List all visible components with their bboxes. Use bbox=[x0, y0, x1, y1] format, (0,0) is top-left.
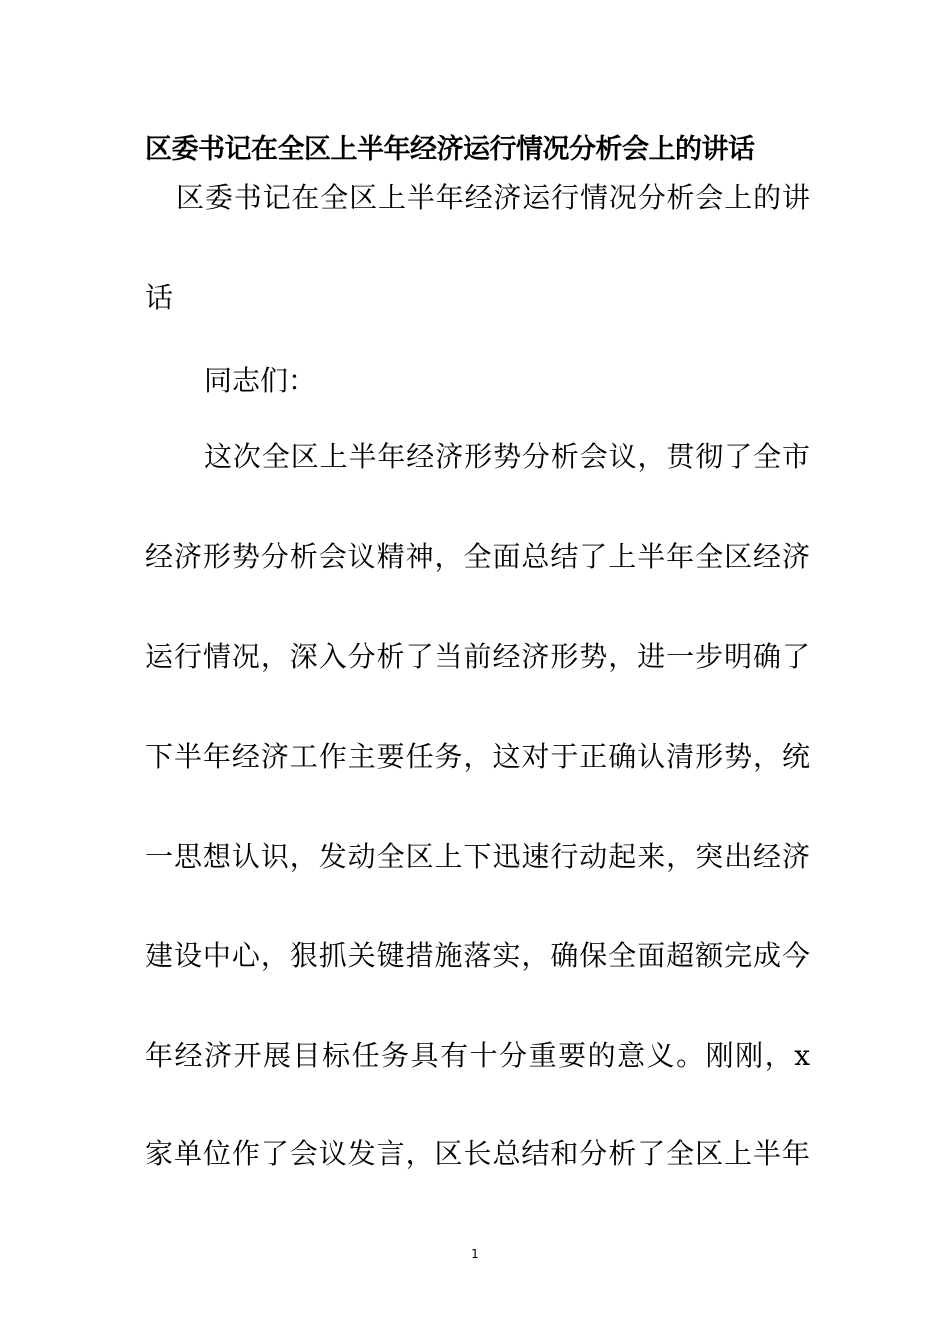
page-number: 1 bbox=[471, 1247, 479, 1261]
body-line-5: 一思想认识，发动全区上下迅速行动起来，突出经济 bbox=[145, 840, 810, 873]
salutation: 同志们： bbox=[204, 364, 317, 397]
body-line-4: 下半年经济工作主要任务，这对于正确认清形势，统 bbox=[145, 740, 810, 773]
document-title: 区委书记在全区上半年经济运行情况分析会上的讲话 bbox=[145, 134, 755, 165]
body-line-2: 经济形势分析会议精神，全面总结了上半年全区经济 bbox=[145, 540, 810, 573]
body-line-6: 建设中心，狠抓关键措施落实，确保全面超额完成今 bbox=[145, 939, 810, 972]
body-line-1: 这次全区上半年经济形势分析会议，贯彻了全市 bbox=[204, 440, 810, 473]
body-line-7: 年经济开展目标任务具有十分重要的意义。刚刚，x bbox=[145, 1039, 810, 1072]
subtitle-line-1: 区委书记在全区上半年经济运行情况分析会上的讲 bbox=[176, 181, 810, 214]
body-line-3: 运行情况，深入分析了当前经济形势，进一步明确了 bbox=[145, 640, 810, 673]
subtitle-line-2: 话 bbox=[145, 281, 174, 314]
body-line-8: 家单位作了会议发言，区长总结和分析了全区上半年 bbox=[145, 1137, 810, 1170]
